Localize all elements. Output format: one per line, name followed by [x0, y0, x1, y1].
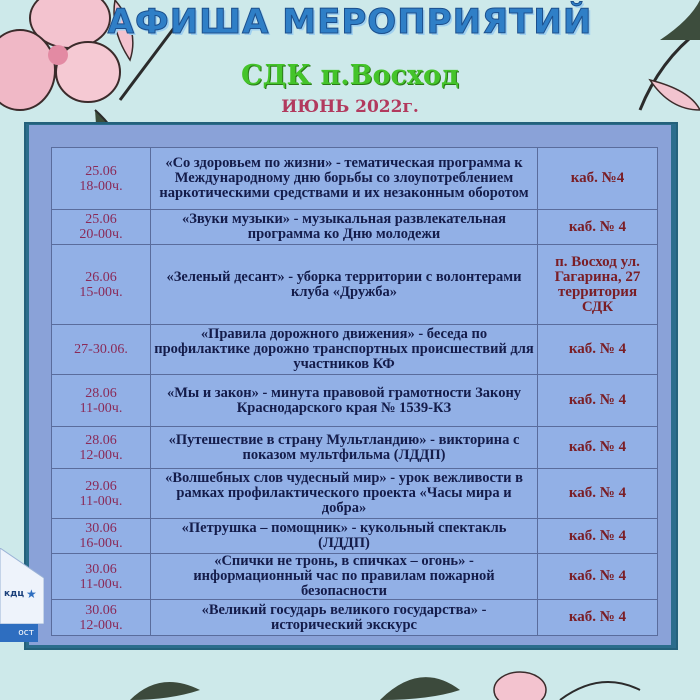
event-date: 30.06 [85, 602, 117, 618]
table-row [52, 245, 658, 325]
event-description: «Спички не тронь, в спичках – огонь» - информационный час по правилам пожарной безопасности [151, 554, 538, 600]
star-icon: ★ [26, 587, 37, 601]
event-place: каб. № 4 [538, 325, 658, 375]
logo-badge [0, 548, 44, 624]
event-date-cell [52, 600, 151, 636]
event-date: 25.06 [85, 212, 117, 227]
table-row [52, 210, 658, 245]
event-date-cell [52, 210, 151, 245]
table-row [52, 375, 658, 427]
event-description: «Путешествие в страну Мультландию» - викторина с показом мультфильма (ЛДДП) [151, 427, 538, 469]
event-place: каб. № 4 [538, 554, 658, 600]
event-date: 30.06 [85, 561, 117, 577]
event-description: «Великий государь великого государства» - исторический экскурс [151, 600, 538, 636]
event-time: 18-00ч. [79, 178, 123, 194]
event-time: 16-00ч. [79, 536, 123, 551]
page-title: АФИША МЕРОПРИЯТИЙ [107, 2, 593, 42]
bottom-decoration [130, 672, 640, 700]
event-date-cell [52, 469, 151, 519]
event-time: 11-00ч. [79, 576, 123, 592]
event-time: 11-00ч. [79, 493, 123, 509]
event-time: 11-00ч. [79, 400, 123, 416]
badge-text: кдц [4, 589, 25, 599]
event-time: 12-00ч. [79, 447, 123, 463]
event-date: 28.06 [85, 432, 117, 448]
event-time: 20-00ч. [79, 227, 123, 242]
event-date-cell [52, 245, 151, 325]
event-description: «Волшебных слов чудесный мир» - урок вежливости в рамках профилактического проекта «Часы мира и добра» [151, 469, 538, 519]
event-place: каб. № 4 [538, 600, 658, 636]
event-place: каб. № 4 [538, 427, 658, 469]
event-date: 26.06 [85, 269, 117, 285]
event-time: 12-00ч. [79, 617, 123, 633]
event-date: 25.06 [85, 163, 117, 179]
event-date-cell [52, 325, 151, 375]
event-description: «Мы и закон» - минута правовой грамотности Закону Краснодарского края № 1539-КЗ [151, 375, 538, 427]
event-time: 15-00ч. [79, 284, 123, 300]
event-date-cell [52, 148, 151, 210]
event-date: 30.06 [85, 521, 117, 536]
event-date-cell [52, 519, 151, 554]
event-date: 28.06 [85, 385, 117, 401]
table-row [52, 427, 658, 469]
event-description: «Зеленый десант» - уборка территории с волонтерами клуба «Дружба» [151, 245, 538, 325]
event-description: «Со здоровьем по жизни» - тематическая программа к Международному дню борьбы со злоупотреблением наркотическими средствами и их незаконным оборотом [151, 148, 538, 210]
event-place: п. Восход ул. Гагарина, 27 территория СДК [538, 245, 658, 325]
month-label: ИЮНЬ 2022г. [281, 97, 419, 117]
events-table [51, 147, 658, 636]
table-row [52, 325, 658, 375]
event-date-cell [52, 375, 151, 427]
event-date-cell [52, 554, 151, 600]
table-row [52, 600, 658, 636]
table-row [52, 148, 658, 210]
table-row [52, 554, 658, 600]
event-date-cell [52, 427, 151, 469]
event-place: каб. №4 [538, 148, 658, 210]
event-place: каб. № 4 [538, 519, 658, 554]
event-description: «Звуки музыки» - музыкальная развлекательная программа ко Дню молодежи [151, 210, 538, 245]
event-place: каб. № 4 [538, 469, 658, 519]
table-row [52, 469, 658, 519]
event-place: каб. № 4 [538, 210, 658, 245]
event-place: каб. № 4 [538, 375, 658, 427]
table-row [52, 519, 658, 554]
event-description: «Петрушка – помощник» - кукольный спектакль (ЛДДП) [151, 519, 538, 554]
event-date: 27-30.06. [74, 342, 128, 357]
venue-subtitle: СДК п.Восход [241, 60, 459, 91]
event-description: «Правила дорожного движения» - беседа по профилактике дорожно транспортных происшествий для участников КФ [151, 325, 538, 375]
event-date: 29.06 [85, 478, 117, 494]
badge-bar: ост [0, 624, 38, 642]
